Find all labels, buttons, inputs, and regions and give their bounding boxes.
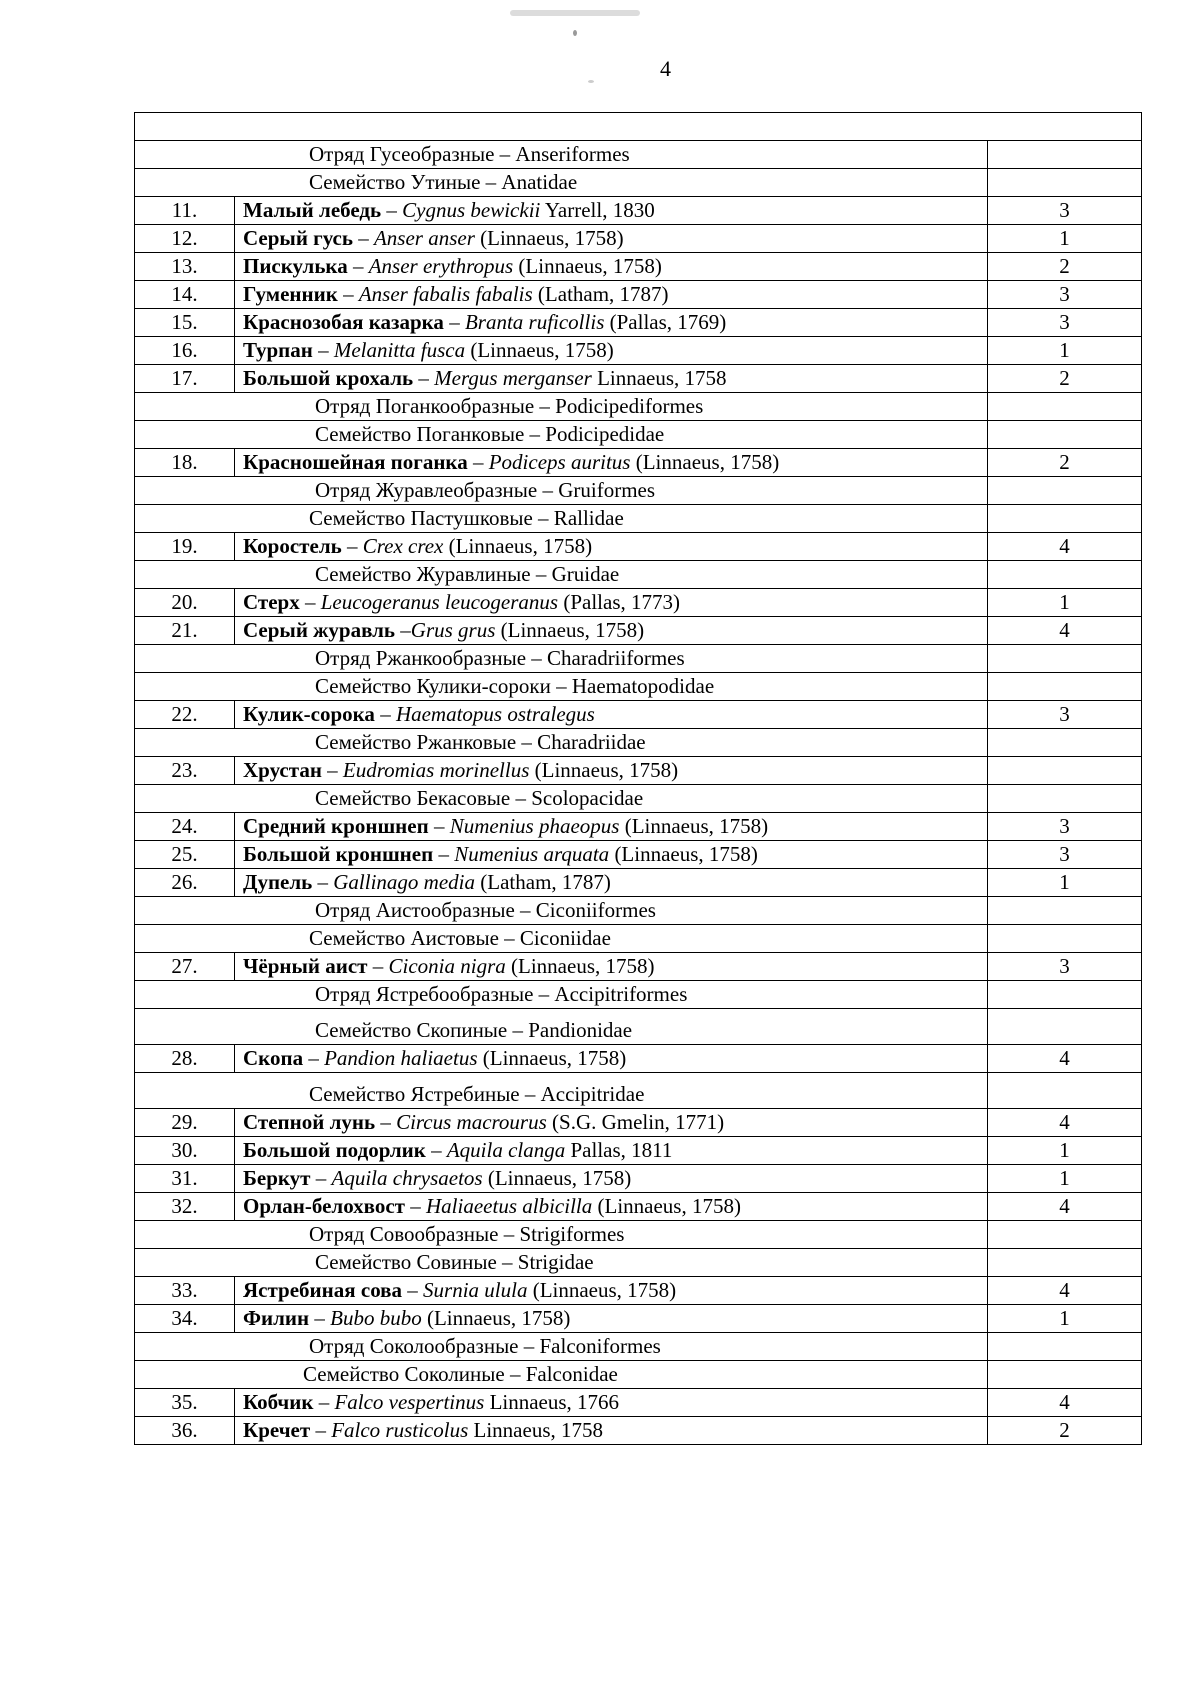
species-name-cell bbox=[235, 1165, 988, 1193]
species-name-latin: Eudromias morinellus bbox=[342, 758, 530, 782]
species-author: (Linnaeus, 1758) bbox=[630, 450, 780, 474]
species-name-ru: Краснозобая казарка bbox=[243, 310, 444, 334]
species-name-latin: Crex crex bbox=[362, 534, 444, 558]
taxon-group-row bbox=[135, 1073, 1142, 1109]
name-dash: – bbox=[374, 702, 396, 726]
status-category: 1 bbox=[988, 1137, 1142, 1165]
taxon-group-title: Семейство Кулики-сороки – Haematopodidae bbox=[315, 674, 715, 698]
name-dash: – bbox=[341, 534, 363, 558]
taxon-group-title-cell bbox=[135, 1361, 988, 1389]
species-name-latin: Surnia ulula bbox=[423, 1278, 528, 1302]
scan-artifact bbox=[588, 80, 594, 83]
species-author: Linnaeus, 1758 bbox=[468, 1418, 603, 1442]
species-name-latin: Podiceps auritus bbox=[488, 450, 631, 474]
status-category: 1 bbox=[988, 869, 1142, 897]
species-author: (Latham, 1787) bbox=[475, 870, 611, 894]
status-category: 1 bbox=[988, 1165, 1142, 1193]
species-name-ru: Кречет bbox=[243, 1418, 311, 1442]
taxon-group-row bbox=[135, 1009, 1142, 1045]
taxon-group-title-cell bbox=[135, 477, 988, 505]
status-category: 4 bbox=[988, 1109, 1142, 1137]
taxon-group-title: Отряд Поганкообразные – Podicipediformes bbox=[315, 394, 704, 418]
status-category: 4 bbox=[988, 1389, 1142, 1417]
status-cell-empty bbox=[988, 421, 1142, 449]
species-name-latin: Haliaeetus albicilla bbox=[426, 1194, 593, 1218]
species-row bbox=[135, 701, 1142, 729]
name-dash: – bbox=[375, 1110, 397, 1134]
species-name-latin: Branta ruficollis bbox=[464, 310, 605, 334]
species-name-latin: Falco rusticolus bbox=[331, 1418, 469, 1442]
species-author: (Linnaeus, 1758) bbox=[527, 1278, 677, 1302]
species-number: 17. bbox=[135, 365, 235, 393]
species-author: (Linnaeus, 1758) bbox=[619, 814, 769, 838]
taxon-group-title-cell bbox=[135, 981, 988, 1009]
taxon-group-title-cell bbox=[135, 925, 988, 953]
species-author: Pallas, 1811 bbox=[565, 1138, 673, 1162]
taxon-group-row bbox=[135, 505, 1142, 533]
taxon-group-row bbox=[135, 925, 1142, 953]
taxon-group-title-cell bbox=[135, 785, 988, 813]
taxon-group-title: Семейство Совиные – Strigidae bbox=[315, 1250, 594, 1274]
species-name-latin: Ciconia nigra bbox=[388, 954, 506, 978]
species-name-ru: Большой крохаль bbox=[243, 366, 414, 390]
status-cell-empty bbox=[988, 1333, 1142, 1361]
species-row bbox=[135, 617, 1142, 645]
status-category: 4 bbox=[988, 1045, 1142, 1073]
taxon-group-title-cell bbox=[135, 1009, 988, 1045]
species-name-cell bbox=[235, 1305, 988, 1333]
species-row bbox=[135, 449, 1142, 477]
status-category: 1 bbox=[988, 337, 1142, 365]
species-name-latin: Cygnus bewickii bbox=[402, 198, 541, 222]
species-number: 32. bbox=[135, 1193, 235, 1221]
taxon-group-title-cell bbox=[135, 1333, 988, 1361]
species-name-latin: Melanitta fusca bbox=[333, 338, 466, 362]
name-dash: – bbox=[312, 338, 334, 362]
species-name-cell bbox=[235, 1417, 988, 1445]
table-header-row bbox=[135, 113, 1142, 141]
species-number: 31. bbox=[135, 1165, 235, 1193]
status-category: 2 bbox=[988, 253, 1142, 281]
species-row bbox=[135, 869, 1142, 897]
species-number: 25. bbox=[135, 841, 235, 869]
species-author: (S.G. Gmelin, 1771) bbox=[546, 1110, 725, 1134]
taxon-group-title: Отряд Совообразные – Strigiformes bbox=[309, 1222, 625, 1246]
species-name-latin: Numenius phaeopus bbox=[449, 814, 620, 838]
species-name-latin: Anser fabalis fabalis bbox=[358, 282, 533, 306]
species-author: (Linnaeus, 1758) bbox=[465, 338, 614, 362]
species-row bbox=[135, 533, 1142, 561]
species-author: Yarrell, 1830 bbox=[540, 198, 655, 222]
species-name-cell bbox=[235, 225, 988, 253]
name-dash: – bbox=[381, 198, 403, 222]
species-name-latin: Anser anser bbox=[373, 226, 475, 250]
name-dash: – bbox=[310, 1418, 332, 1442]
species-row bbox=[135, 1389, 1142, 1417]
status-category: 3 bbox=[988, 953, 1142, 981]
status-category bbox=[988, 757, 1142, 785]
species-name-cell bbox=[235, 1109, 988, 1137]
taxon-group-title: Отряд Ястребообразные – Accipitriformes bbox=[315, 982, 688, 1006]
species-name-ru: Серый журавль bbox=[243, 618, 396, 642]
species-author: (Latham, 1787) bbox=[532, 282, 669, 306]
species-row bbox=[135, 589, 1142, 617]
species-name-ru: Серый гусь bbox=[243, 226, 353, 250]
name-dash: – bbox=[467, 450, 489, 474]
taxon-group-title: Семейство Поганковые – Podicipedidae bbox=[315, 422, 665, 446]
name-dash: – bbox=[443, 310, 465, 334]
species-name-cell bbox=[235, 1045, 988, 1073]
status-cell-empty bbox=[988, 673, 1142, 701]
species-number: 20. bbox=[135, 589, 235, 617]
taxon-group-title: Отряд Гусеобразные – Anseriformes bbox=[309, 142, 630, 166]
species-row bbox=[135, 841, 1142, 869]
status-category: 3 bbox=[988, 281, 1142, 309]
taxon-group-title-cell bbox=[135, 141, 988, 169]
name-dash: – bbox=[309, 1306, 331, 1330]
taxon-group-row bbox=[135, 141, 1142, 169]
taxon-group-title: Отряд Ржанкообразные – Charadriiformes bbox=[315, 646, 685, 670]
species-row bbox=[135, 953, 1142, 981]
species-table bbox=[134, 112, 1142, 1445]
status-category: 4 bbox=[988, 617, 1142, 645]
species-author: (Linnaeus, 1758) bbox=[592, 1194, 741, 1218]
taxon-group-title: Семейство Ржанковые – Charadriidae bbox=[315, 730, 646, 754]
species-name-ru: Дупель bbox=[243, 870, 313, 894]
status-cell-empty bbox=[988, 1221, 1142, 1249]
species-name-ru: Хрустан bbox=[243, 758, 322, 782]
taxon-group-row bbox=[135, 785, 1142, 813]
species-number: 13. bbox=[135, 253, 235, 281]
species-name-cell bbox=[235, 841, 988, 869]
status-cell-empty bbox=[988, 505, 1142, 533]
status-category: 1 bbox=[988, 589, 1142, 617]
taxon-group-title: Отряд Соколообразные – Falconiformes bbox=[309, 1334, 661, 1358]
species-author: (Linnaeus, 1758) bbox=[513, 254, 662, 278]
species-name-ru: Малый лебедь bbox=[243, 198, 382, 222]
species-number: 23. bbox=[135, 757, 235, 785]
taxon-group-title: Семейство Аистовые – Ciconiidae bbox=[309, 926, 611, 950]
species-number: 18. bbox=[135, 449, 235, 477]
species-number: 19. bbox=[135, 533, 235, 561]
species-author: (Linnaeus, 1758) bbox=[443, 534, 593, 558]
status-cell-empty bbox=[988, 477, 1142, 505]
status-cell-empty bbox=[988, 785, 1142, 813]
species-number: 33. bbox=[135, 1277, 235, 1305]
species-name-ru: Турпан bbox=[243, 338, 313, 362]
species-name-latin: Anser erythropus bbox=[368, 254, 514, 278]
taxon-group-row bbox=[135, 897, 1142, 925]
name-dash: – bbox=[313, 1390, 335, 1414]
species-row bbox=[135, 1109, 1142, 1137]
status-cell-empty bbox=[988, 645, 1142, 673]
status-category: 2 bbox=[988, 365, 1142, 393]
species-name-cell bbox=[235, 337, 988, 365]
status-cell-empty bbox=[988, 981, 1142, 1009]
species-row bbox=[135, 1417, 1142, 1445]
taxon-group-title-cell bbox=[135, 505, 988, 533]
status-category: 3 bbox=[988, 701, 1142, 729]
taxon-group-row bbox=[135, 477, 1142, 505]
taxon-group-title-cell bbox=[135, 393, 988, 421]
species-name-cell bbox=[235, 869, 988, 897]
taxon-group-title: Семейство Скопиные – Pandionidae bbox=[315, 1018, 633, 1042]
species-row bbox=[135, 337, 1142, 365]
taxon-group-row bbox=[135, 1249, 1142, 1277]
species-row bbox=[135, 1165, 1142, 1193]
species-name-ru: Орлан-белохвост bbox=[243, 1194, 406, 1218]
species-number: 29. bbox=[135, 1109, 235, 1137]
species-author: (Linnaeus, 1758) bbox=[495, 618, 645, 642]
status-category: 3 bbox=[988, 309, 1142, 337]
name-dash: – bbox=[347, 254, 369, 278]
taxon-group-title: Семейство Ястребиные – Accipitridae bbox=[309, 1082, 645, 1106]
name-dash: – bbox=[312, 870, 334, 894]
species-author: (Linnaeus, 1758) bbox=[609, 842, 758, 866]
species-name-cell bbox=[235, 449, 988, 477]
species-name-latin: Haematopus ostralegus bbox=[395, 702, 595, 726]
taxon-group-row bbox=[135, 1221, 1142, 1249]
species-row bbox=[135, 1193, 1142, 1221]
species-number: 28. bbox=[135, 1045, 235, 1073]
status-category: 3 bbox=[988, 197, 1142, 225]
species-author: (Linnaeus, 1758) bbox=[482, 1166, 632, 1190]
species-number: 11. bbox=[135, 197, 235, 225]
species-number: 36. bbox=[135, 1417, 235, 1445]
status-category: 2 bbox=[988, 449, 1142, 477]
species-author: (Linnaeus, 1758) bbox=[421, 1306, 571, 1330]
species-name-cell bbox=[235, 309, 988, 337]
species-name-latin: Aquila clanga bbox=[446, 1138, 566, 1162]
species-name-cell bbox=[235, 1193, 988, 1221]
taxon-group-title: Семейство Журавлиные – Gruidae bbox=[315, 562, 620, 586]
species-name-ru: Гуменник bbox=[243, 282, 338, 306]
name-dash: – bbox=[303, 1046, 325, 1070]
name-dash: – bbox=[337, 282, 359, 306]
taxon-group-row bbox=[135, 1361, 1142, 1389]
species-number: 27. bbox=[135, 953, 235, 981]
species-number: 30. bbox=[135, 1137, 235, 1165]
species-name-latin: Gallinago media bbox=[333, 870, 476, 894]
species-author: (Linnaeus, 1758) bbox=[477, 1046, 627, 1070]
species-name-latin: Bubo bubo bbox=[330, 1306, 422, 1330]
name-dash: – bbox=[425, 1138, 447, 1162]
status-category: 3 bbox=[988, 813, 1142, 841]
species-name-latin: Pandion haliaetus bbox=[324, 1046, 478, 1070]
species-name-ru: Чёрный аист bbox=[243, 954, 368, 978]
species-row bbox=[135, 1045, 1142, 1073]
species-row bbox=[135, 281, 1142, 309]
species-name-latin: Falco vespertinus bbox=[334, 1390, 485, 1414]
status-cell-empty bbox=[988, 1361, 1142, 1389]
species-name-cell bbox=[235, 365, 988, 393]
name-dash: – bbox=[428, 814, 450, 838]
status-cell-empty bbox=[988, 925, 1142, 953]
taxon-group-title: Отряд Аистообразные – Ciconiiformes bbox=[315, 898, 656, 922]
taxon-group-title-cell bbox=[135, 421, 988, 449]
species-row bbox=[135, 1277, 1142, 1305]
species-name-latin: Circus macrourus bbox=[396, 1110, 547, 1134]
taxon-group-title-cell bbox=[135, 673, 988, 701]
taxon-group-title-cell bbox=[135, 169, 988, 197]
species-name-latin: Mergus merganser bbox=[434, 366, 592, 390]
species-author: (Linnaeus, 1758) bbox=[474, 226, 624, 250]
species-name-cell bbox=[235, 953, 988, 981]
species-author: Linnaeus, 1766 bbox=[484, 1390, 620, 1414]
taxon-group-title-cell bbox=[135, 1073, 988, 1109]
status-category: 3 bbox=[988, 841, 1142, 869]
taxon-group-title-cell bbox=[135, 1249, 988, 1277]
species-row bbox=[135, 1137, 1142, 1165]
species-name-ru: Филин bbox=[243, 1306, 310, 1330]
species-name-cell bbox=[235, 1389, 988, 1417]
taxon-group-row bbox=[135, 561, 1142, 589]
species-name-cell bbox=[235, 617, 988, 645]
status-cell-empty bbox=[988, 393, 1142, 421]
species-name-ru: Коростель bbox=[243, 534, 342, 558]
taxon-group-row bbox=[135, 981, 1142, 1009]
status-category: 2 bbox=[988, 1417, 1142, 1445]
taxon-group-title-cell bbox=[135, 645, 988, 673]
species-name-cell bbox=[235, 197, 988, 225]
status-cell-empty bbox=[988, 1073, 1142, 1109]
species-name-ru: Скопа bbox=[243, 1046, 304, 1070]
name-dash: – bbox=[352, 226, 374, 250]
species-number: 16. bbox=[135, 337, 235, 365]
taxon-group-title-cell bbox=[135, 897, 988, 925]
species-name-cell bbox=[235, 813, 988, 841]
status-cell-empty bbox=[988, 561, 1142, 589]
species-author: (Pallas, 1769) bbox=[604, 310, 727, 334]
name-dash: – bbox=[433, 842, 455, 866]
species-number: 22. bbox=[135, 701, 235, 729]
species-row bbox=[135, 757, 1142, 785]
status-category: 4 bbox=[988, 1277, 1142, 1305]
species-name-cell bbox=[235, 589, 988, 617]
species-name-cell bbox=[235, 1277, 988, 1305]
taxon-group-title: Семейство Соколиные – Falconidae bbox=[303, 1362, 618, 1386]
taxon-group-row bbox=[135, 673, 1142, 701]
status-cell-empty bbox=[988, 1249, 1142, 1277]
species-author: Linnaeus, 1758 bbox=[591, 366, 727, 390]
species-name-latin: Aquila chrysaetos bbox=[331, 1166, 483, 1190]
name-dash: – bbox=[299, 590, 321, 614]
name-dash: – bbox=[413, 366, 435, 390]
species-number: 35. bbox=[135, 1389, 235, 1417]
species-name-latin: Numenius arquata bbox=[454, 842, 610, 866]
taxon-group-title: Семейство Пастушковые – Rallidae bbox=[309, 506, 624, 530]
species-name-ru: Пискулька bbox=[243, 254, 348, 278]
taxon-group-title: Семейство Бекасовые – Scolopacidae bbox=[315, 786, 644, 810]
species-name-cell bbox=[235, 281, 988, 309]
species-number: 24. bbox=[135, 813, 235, 841]
taxon-group-row bbox=[135, 393, 1142, 421]
status-category: 1 bbox=[988, 225, 1142, 253]
species-name-ru: Красношейная поганка bbox=[243, 450, 468, 474]
species-author: (Linnaeus, 1758) bbox=[529, 758, 679, 782]
species-name-ru: Беркут bbox=[243, 1166, 311, 1190]
species-number: 34. bbox=[135, 1305, 235, 1333]
name-dash: – bbox=[402, 1278, 424, 1302]
status-cell-empty bbox=[988, 897, 1142, 925]
species-name-latin: Leucogeranus leucogeranus bbox=[320, 590, 559, 614]
taxon-group-title-cell bbox=[135, 729, 988, 757]
species-name-cell bbox=[235, 757, 988, 785]
page-number: 4 bbox=[660, 56, 671, 81]
species-number: 15. bbox=[135, 309, 235, 337]
status-cell-empty bbox=[988, 1009, 1142, 1045]
name-dash: – bbox=[310, 1166, 332, 1190]
taxon-group-title-cell bbox=[135, 1221, 988, 1249]
species-row bbox=[135, 197, 1142, 225]
taxon-group-title: Отряд Журавлеобразные – Gruiformes bbox=[315, 478, 656, 502]
species-name-cell bbox=[235, 1137, 988, 1165]
taxon-group-title: Семейство Утиные – Anatidae bbox=[309, 170, 578, 194]
taxon-group-row bbox=[135, 729, 1142, 757]
species-number: 12. bbox=[135, 225, 235, 253]
species-row bbox=[135, 309, 1142, 337]
species-name-cell bbox=[235, 701, 988, 729]
status-cell-empty bbox=[988, 169, 1142, 197]
species-row bbox=[135, 1305, 1142, 1333]
name-dash: – bbox=[321, 758, 343, 782]
taxon-group-title-cell bbox=[135, 561, 988, 589]
status-cell-empty bbox=[988, 729, 1142, 757]
species-name-cell bbox=[235, 253, 988, 281]
species-name-ru: Кулик-сорока bbox=[243, 702, 375, 726]
table-header-cell bbox=[135, 113, 1142, 141]
status-cell-empty bbox=[988, 141, 1142, 169]
species-name-ru: Кобчик bbox=[243, 1390, 314, 1414]
species-row bbox=[135, 813, 1142, 841]
species-author: (Pallas, 1773) bbox=[558, 590, 681, 614]
species-number: 14. bbox=[135, 281, 235, 309]
species-name-latin: Grus grus bbox=[410, 618, 496, 642]
species-name-ru: Средний кроншнеп bbox=[243, 814, 429, 838]
species-name-ru: Ястребиная сова bbox=[243, 1278, 403, 1302]
species-number: 26. bbox=[135, 869, 235, 897]
scan-artifact bbox=[573, 30, 577, 36]
taxon-group-row bbox=[135, 1333, 1142, 1361]
species-name-ru: Степной лунь bbox=[243, 1110, 376, 1134]
name-dash: – bbox=[405, 1194, 427, 1218]
status-category: 4 bbox=[988, 533, 1142, 561]
species-row bbox=[135, 225, 1142, 253]
species-row bbox=[135, 253, 1142, 281]
taxon-group-row bbox=[135, 645, 1142, 673]
species-number: 21. bbox=[135, 617, 235, 645]
taxon-group-row bbox=[135, 169, 1142, 197]
species-name-ru: Стерх bbox=[243, 590, 300, 614]
species-name-ru: Большой кроншнеп bbox=[243, 842, 434, 866]
species-table-body bbox=[135, 113, 1142, 1445]
species-name-ru: Большой подорлик bbox=[243, 1138, 426, 1162]
species-row bbox=[135, 365, 1142, 393]
status-category: 1 bbox=[988, 1305, 1142, 1333]
name-dash: – bbox=[367, 954, 389, 978]
taxon-group-row bbox=[135, 421, 1142, 449]
scan-artifact bbox=[510, 10, 640, 16]
species-author: (Linnaeus, 1758) bbox=[505, 954, 655, 978]
species-name-cell bbox=[235, 533, 988, 561]
name-dash: – bbox=[395, 618, 411, 642]
status-category: 4 bbox=[988, 1193, 1142, 1221]
